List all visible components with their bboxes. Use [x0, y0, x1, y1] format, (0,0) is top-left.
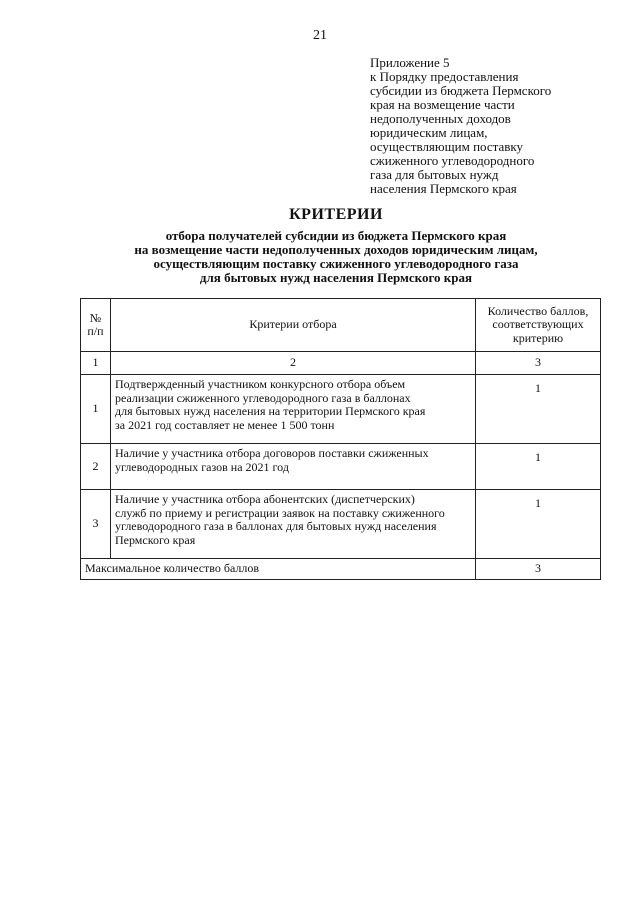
table-footer-row [81, 559, 601, 580]
document-title: КРИТЕРИИ [289, 206, 383, 223]
header-score: Количество баллов, соответствующих критерию [476, 299, 601, 352]
row-score: 1 [476, 444, 601, 490]
appendix-line: субсидии из бюджета Пермского [370, 83, 552, 98]
row-score: 1 [476, 375, 601, 444]
appendix-line: Приложение 5 [370, 55, 450, 70]
appendix-line: населения Пермского края [370, 181, 517, 196]
row-number: 3 [81, 490, 111, 559]
table-header-row [81, 299, 601, 352]
row-score: 1 [476, 490, 601, 559]
index-cell: 2 [111, 352, 476, 375]
appendix-line: недополученных доходов [370, 111, 511, 126]
row-criterion: Наличие у участника отбора договоров поставки сжиженных углеводородных газов на 2021 год [111, 444, 476, 490]
footer-score: 3 [476, 559, 601, 580]
index-cell: 1 [81, 352, 111, 375]
appendix-line: газа для бытовых нужд [370, 167, 499, 182]
table-row [81, 444, 601, 490]
row-number: 2 [81, 444, 111, 490]
page-number: 21 [313, 28, 327, 43]
table-row [81, 375, 601, 444]
criteria-table [80, 298, 601, 580]
subtitle-line: осуществляющим поставку сжиженного углеводородного газа [153, 256, 519, 271]
header-number: № п/п [81, 299, 111, 352]
index-cell: 3 [476, 352, 601, 375]
footer-label: Максимальное количество баллов [81, 559, 476, 580]
row-number: 1 [81, 375, 111, 444]
subtitle-line: на возмещение части недополученных доходов юридическим лицам, [134, 242, 538, 257]
appendix-line: к Порядку предоставления [370, 69, 519, 84]
document-subtitle [0, 229, 640, 285]
subtitle-line: отбора получателей субсидии из бюджета Пермского края [165, 228, 507, 243]
table-index-row [81, 352, 601, 375]
appendix-line: сжиженного углеводородного [370, 153, 535, 168]
table-row [81, 490, 601, 559]
subtitle-line: для бытовых нужд населения Пермского края [199, 270, 473, 285]
header-criteria: Критерии отбора [111, 299, 476, 352]
row-criterion: Подтвержденный участником конкурсного отбора объем реализации сжиженного углеводородного газа в баллонах для бытовых нужд населения на территории Пермского края за 2021 год составляет не менее 1 500 тонн [111, 375, 476, 444]
appendix-line: осуществляющим поставку [370, 139, 523, 154]
appendix-line: юридическим лицам, [370, 125, 488, 140]
row-criterion: Наличие у участника отбора абонентских (диспетчерских) служб по приему и регистрации заявок на поставку сжиженного углеводородного газа в баллонах для бытовых нужд населения Пермского края [111, 490, 476, 559]
appendix-line: края на возмещение части [370, 97, 515, 112]
appendix-note [370, 56, 610, 196]
